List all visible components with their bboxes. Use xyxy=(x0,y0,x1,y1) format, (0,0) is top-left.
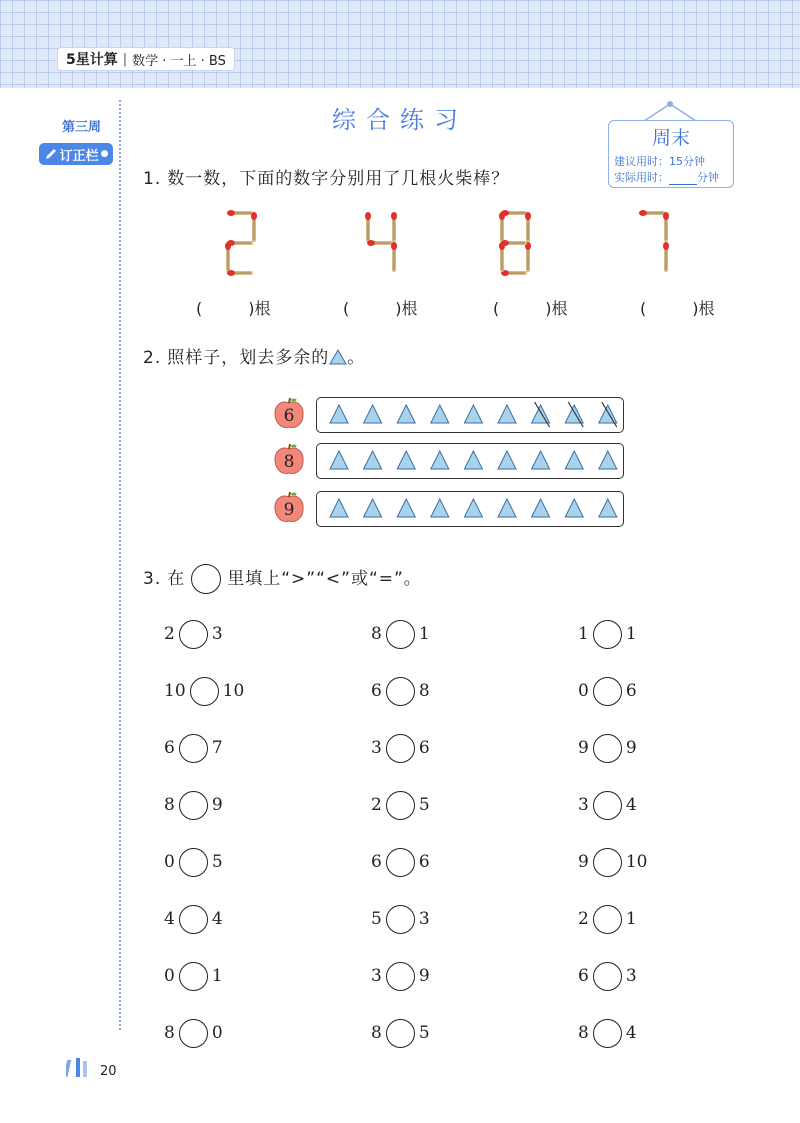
right-number: 0 xyxy=(211,1023,223,1043)
matchstick-count-blank[interactable] xyxy=(343,296,418,319)
right-number: 1 xyxy=(625,909,637,929)
comparison-item xyxy=(164,1017,223,1049)
answer-circle[interactable] xyxy=(386,1019,415,1048)
right-number: 6 xyxy=(418,852,430,872)
comparison-item xyxy=(371,618,430,650)
actual-time-blank[interactable] xyxy=(669,174,697,185)
left-number: 2 xyxy=(164,624,175,644)
right-number: 1 xyxy=(211,966,223,986)
answer-circle[interactable] xyxy=(386,962,415,991)
right-number: 4 xyxy=(211,909,223,929)
close-paren: ) xyxy=(545,299,552,318)
comparison-item xyxy=(371,1017,430,1049)
matchstick-digit-2 xyxy=(225,210,257,276)
left-number: 0 xyxy=(578,681,589,701)
left-number: 8 xyxy=(371,1023,382,1043)
comparison-item xyxy=(578,732,637,764)
triangle[interactable] xyxy=(464,451,482,469)
left-number: 8 xyxy=(578,1023,589,1043)
unit-label: 根 xyxy=(551,299,568,318)
right-number: 7 xyxy=(211,738,223,758)
right-number: 3 xyxy=(625,966,637,986)
comparison-item xyxy=(371,789,430,821)
correction-badge: 订正栏 ● xyxy=(39,143,113,165)
actual-time-unit: 分钟 xyxy=(697,171,719,184)
question-3 xyxy=(143,564,422,594)
match-head xyxy=(499,212,505,220)
answer-circle[interactable] xyxy=(179,620,208,649)
triangle[interactable] xyxy=(565,402,583,427)
open-paren: ( xyxy=(196,299,203,318)
question-text-end: 里填上“>”“<”或“=”。 xyxy=(227,569,422,589)
brand-name: 5星计算 xyxy=(66,52,118,68)
comparison-item xyxy=(371,732,430,764)
comparison-item xyxy=(578,1017,637,1049)
right-number: 9 xyxy=(418,966,430,986)
triangle[interactable] xyxy=(330,499,348,517)
left-number: 8 xyxy=(371,624,382,644)
triangle[interactable] xyxy=(330,451,348,469)
match-head xyxy=(663,242,669,250)
match-head xyxy=(391,212,397,220)
match-head xyxy=(391,242,397,250)
question-number: 2. xyxy=(143,348,162,368)
comparison-item xyxy=(164,618,223,650)
answer-circle[interactable] xyxy=(593,1019,622,1048)
right-number: 5 xyxy=(418,1023,430,1043)
comparison-item xyxy=(164,846,223,878)
match-head xyxy=(525,212,531,220)
triangle[interactable] xyxy=(599,499,617,517)
weekend-title: 周末 xyxy=(651,127,690,149)
question-number: 1. xyxy=(143,169,162,189)
answer-circle[interactable] xyxy=(179,1019,208,1048)
week-label: 第三周 xyxy=(62,120,102,135)
match-head xyxy=(251,212,257,220)
answer-circle[interactable] xyxy=(179,905,208,934)
triangle[interactable] xyxy=(431,451,449,469)
circle-icon xyxy=(191,564,221,594)
matchstick-digit-4 xyxy=(365,212,397,270)
matchstick-digits xyxy=(0,205,800,285)
matchstick-count-blank[interactable] xyxy=(640,296,715,319)
left-number: 10 xyxy=(164,681,186,701)
matchstick-digit-7 xyxy=(639,210,669,270)
comparison-item xyxy=(164,960,223,992)
left-number: 6 xyxy=(164,738,175,758)
comparison-item xyxy=(371,960,430,992)
comparison-item xyxy=(164,732,223,764)
right-number: 4 xyxy=(625,1023,637,1043)
header-band xyxy=(0,0,800,88)
suggested-time-label: 建议用时： xyxy=(614,155,669,168)
triangle[interactable] xyxy=(498,499,516,517)
comparison-item xyxy=(578,903,637,935)
triangle[interactable] xyxy=(532,402,550,427)
hanger-icon xyxy=(640,100,700,122)
left-number: 0 xyxy=(164,966,175,986)
triangle[interactable] xyxy=(330,405,348,423)
left-number: 2 xyxy=(371,795,382,815)
answer-circle[interactable] xyxy=(386,905,415,934)
match-head xyxy=(365,212,371,220)
apple-icon xyxy=(272,491,306,525)
match-head xyxy=(663,212,669,220)
left-number: 8 xyxy=(164,795,175,815)
actual-time-label: 实际用时： xyxy=(614,171,669,184)
right-number: 8 xyxy=(418,681,430,701)
left-number: 1 xyxy=(578,624,589,644)
left-number: 6 xyxy=(371,852,382,872)
triangle[interactable] xyxy=(397,405,415,423)
triangle[interactable] xyxy=(397,451,415,469)
answer-circle[interactable] xyxy=(190,677,219,706)
apple-number: 6 xyxy=(283,406,295,426)
right-number: 3 xyxy=(211,624,223,644)
left-number: 2 xyxy=(578,909,589,929)
comparison-item xyxy=(578,618,637,650)
triangle[interactable] xyxy=(364,405,382,423)
right-number: 6 xyxy=(418,738,430,758)
triangle[interactable] xyxy=(498,451,516,469)
left-number: 3 xyxy=(371,738,382,758)
right-number: 3 xyxy=(418,909,430,929)
right-number: 4 xyxy=(625,795,637,815)
pencil-icon xyxy=(44,147,58,161)
comparison-item xyxy=(578,846,647,878)
triangle[interactable] xyxy=(565,451,583,469)
header-divider: | xyxy=(122,51,128,67)
book-subtitle: 数学 · 一上 · BS xyxy=(132,53,226,69)
correction-label: 订正栏 xyxy=(59,148,99,164)
left-number: 6 xyxy=(578,966,589,986)
left-number: 9 xyxy=(578,852,589,872)
answer-circle[interactable] xyxy=(593,677,622,706)
comparison-item xyxy=(164,675,244,707)
page-title: 综合练习 xyxy=(332,106,468,134)
triangle[interactable] xyxy=(599,402,617,427)
question-text: 照样子，划去多余的 xyxy=(167,348,330,368)
right-number: 1 xyxy=(418,624,430,644)
comparison-item xyxy=(578,789,637,821)
answer-circle[interactable] xyxy=(179,962,208,991)
matchstick-answers xyxy=(0,296,800,320)
match-head xyxy=(501,240,509,246)
triangle[interactable] xyxy=(532,451,550,469)
answer-circle[interactable] xyxy=(179,848,208,877)
weekend-card xyxy=(608,120,734,188)
answer-circle[interactable] xyxy=(593,791,622,820)
answer-circle[interactable] xyxy=(386,848,415,877)
left-number: 5 xyxy=(371,909,382,929)
suggested-time xyxy=(614,153,705,169)
right-number: 9 xyxy=(211,795,223,815)
answer-circle[interactable] xyxy=(593,905,622,934)
triangle[interactable] xyxy=(364,451,382,469)
answer-circle[interactable] xyxy=(386,620,415,649)
matchstick-count-blank[interactable] xyxy=(493,296,568,319)
triangle[interactable] xyxy=(397,499,415,517)
unit-label: 根 xyxy=(401,299,418,318)
left-number: 3 xyxy=(371,966,382,986)
match-head xyxy=(367,240,375,246)
comparison-item xyxy=(164,789,223,821)
right-number: 6 xyxy=(625,681,637,701)
question-2 xyxy=(143,343,365,368)
answer-circle[interactable] xyxy=(179,734,208,763)
answer-circle[interactable] xyxy=(179,791,208,820)
left-number: 6 xyxy=(371,681,382,701)
question-number: 3. xyxy=(143,569,162,589)
triangle[interactable] xyxy=(431,499,449,517)
page-number: 20 xyxy=(100,1064,117,1079)
triangle[interactable] xyxy=(599,451,617,469)
answer-circle[interactable] xyxy=(386,677,415,706)
answer-circle[interactable] xyxy=(593,848,622,877)
question-1 xyxy=(143,164,509,189)
triangle[interactable] xyxy=(364,499,382,517)
answer-circle[interactable] xyxy=(593,734,622,763)
right-number: 10 xyxy=(625,852,648,872)
apple-icon xyxy=(272,397,306,431)
triangle[interactable] xyxy=(464,499,482,517)
apple-icon xyxy=(272,443,306,477)
right-number: 5 xyxy=(211,852,223,872)
right-number: 10 xyxy=(222,681,245,701)
left-number: 9 xyxy=(578,738,589,758)
match-head xyxy=(227,210,235,216)
unit-label: 根 xyxy=(254,299,271,318)
close-paren: ) xyxy=(248,299,255,318)
matchstick-count-blank[interactable] xyxy=(196,296,271,319)
open-paren: ( xyxy=(343,299,350,318)
actual-time xyxy=(614,169,719,185)
match-head xyxy=(639,210,647,216)
left-number: 4 xyxy=(164,909,175,929)
right-number: 5 xyxy=(418,795,430,815)
book-title-tab xyxy=(58,48,234,70)
comparison-item xyxy=(164,903,223,935)
left-number: 3 xyxy=(578,795,589,815)
triangle[interactable] xyxy=(464,405,482,423)
triangle-row xyxy=(316,491,624,527)
books-icon xyxy=(66,1056,96,1078)
triangle-icon xyxy=(329,349,347,365)
comparison-item xyxy=(578,675,637,707)
answer-circle[interactable] xyxy=(593,962,622,991)
match-head xyxy=(225,242,231,250)
triangle-row xyxy=(316,443,624,479)
open-paren: ( xyxy=(640,299,647,318)
comparison-item xyxy=(371,846,430,878)
matchstick-digit-8 xyxy=(499,210,531,276)
answer-circle[interactable] xyxy=(386,791,415,820)
comparison-item xyxy=(371,903,430,935)
close-paren: ) xyxy=(395,299,402,318)
comparison-item xyxy=(371,675,430,707)
answer-circle[interactable] xyxy=(386,734,415,763)
unit-label: 根 xyxy=(698,299,715,318)
left-number: 8 xyxy=(164,1023,175,1043)
close-paren: ) xyxy=(692,299,699,318)
left-number: 0 xyxy=(164,852,175,872)
question-text: 数一数，下面的数字分别用了几根火柴棒？ xyxy=(167,169,510,189)
right-number: 9 xyxy=(625,738,637,758)
open-paren: ( xyxy=(493,299,500,318)
match-head xyxy=(227,270,235,276)
apple-number: 9 xyxy=(283,500,295,520)
triangle-row xyxy=(316,397,624,433)
triangle[interactable] xyxy=(498,405,516,423)
suggested-time-value: 15分钟 xyxy=(669,155,705,168)
triangle[interactable] xyxy=(565,499,583,517)
right-number: 1 xyxy=(625,624,637,644)
triangle[interactable] xyxy=(431,405,449,423)
comparison-item xyxy=(578,960,637,992)
question-text-end: 。 xyxy=(347,348,366,368)
question-text: 在 xyxy=(167,569,186,589)
triangle[interactable] xyxy=(532,499,550,517)
apple-number: 8 xyxy=(283,452,295,472)
answer-circle[interactable] xyxy=(593,620,622,649)
